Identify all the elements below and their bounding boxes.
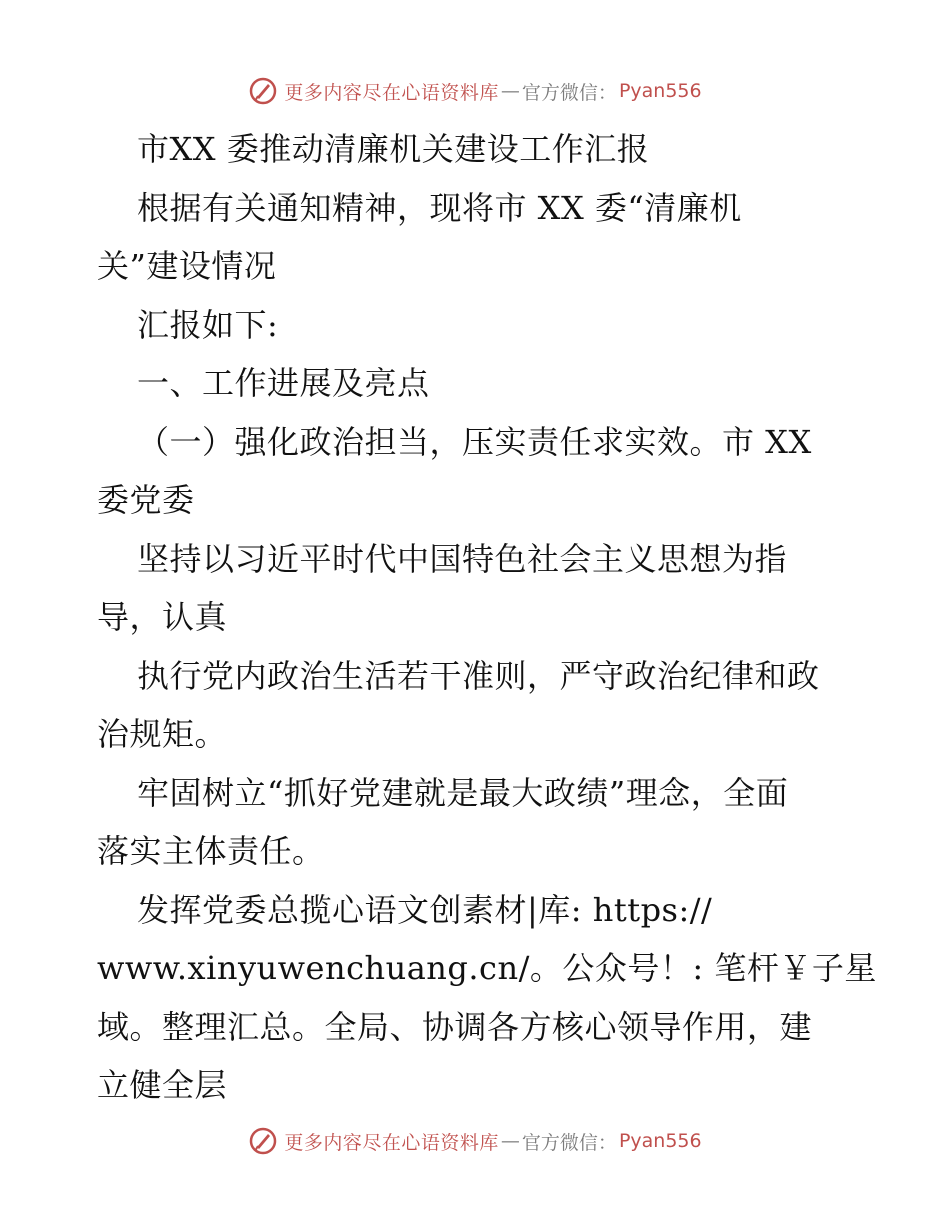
banner-dash: — [500,1130,520,1152]
quill-logo-icon [248,1126,278,1156]
paragraph-line: 导，认真 [97,598,228,636]
paragraph-line: 根据有关通知精神，现将市 XX 委“清廉机 [137,188,742,227]
banner-wechat-id: Pyan556 [618,1130,702,1152]
banner-wechat-id: Pyan556 [618,80,702,102]
document-body [97,120,877,1115]
paragraph-line: 坚持以习近平时代中国特色社会主义思想为指 [137,539,788,578]
banner-wechat-label: 官方微信： [521,1131,617,1154]
paragraph-line: 落实主体责任。 [97,832,325,870]
paragraph-line: 执行党内政治生活若干准则，严守政治纪律和政 [137,656,820,695]
paragraph-line: 委党委 [97,481,195,519]
subsection-heading: （一）强化政治担当，压实责任求实效。市 XX [137,422,812,461]
banner-wechat-label: 官方微信： [521,81,617,104]
paragraph-line: 立健全层 [97,1066,228,1104]
paragraph-line: 牢固树立“抓好党建就是最大政绩”理念，全面 [137,773,789,812]
paragraph-line: 域。整理汇总。全局、协调各方核心领导作用，建 [97,1007,813,1046]
paragraph-line: 关”建设情况 [97,247,277,285]
banner-dash: — [500,80,520,102]
paragraph-line: 发挥党委总揽心语文创素材|库: https:// [137,890,713,929]
footer-watermark-banner [0,1121,950,1161]
document-title: 市XX 委推动清廉机关建设工作汇报 [137,130,650,168]
section-heading: 一、工作进展及亮点 [137,364,430,402]
banner-main-text: 更多内容尽在心语资料库 [284,81,499,104]
paragraph-line: 汇报如下: [137,305,279,344]
banner-main-text: 更多内容尽在心语资料库 [284,1131,499,1154]
quill-logo-icon [248,76,278,106]
paragraph-line: 治规矩。 [97,715,228,753]
paragraph-line: www.xinyuwenchuang.cn/。公众号！: 笔杆￥子星 [97,949,877,987]
header-watermark-banner [0,71,950,111]
